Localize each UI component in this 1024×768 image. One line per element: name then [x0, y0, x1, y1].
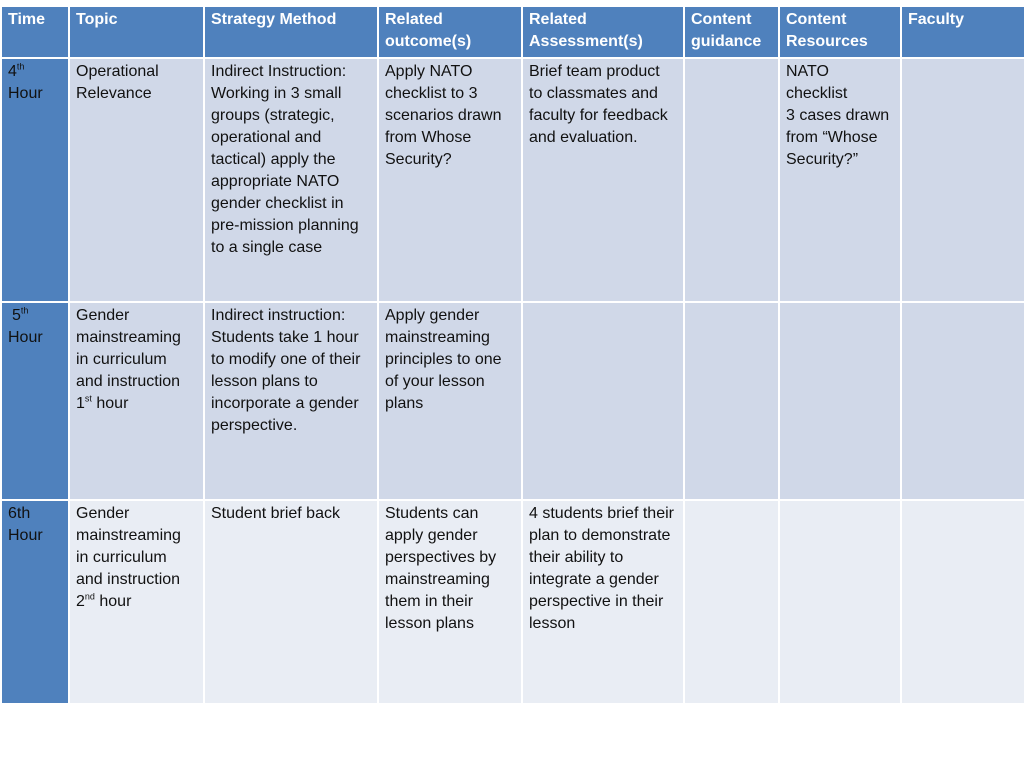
header-faculty: Faculty — [901, 6, 1024, 58]
guidance-cell — [684, 500, 779, 704]
header-related-assessments: Related Assessment(s) — [522, 6, 684, 58]
assessment-cell — [522, 302, 684, 500]
time-word: Hour — [8, 329, 43, 346]
topic-cell — [69, 302, 204, 500]
time-ordinal: th — [16, 61, 25, 72]
assessment-cell: 4 students brief their plan to demonstrate their ability to integrate a gender perspective in their lesson — [522, 500, 684, 704]
time-ordinal: th — [20, 305, 29, 316]
header-content-guidance: Content guidance — [684, 6, 779, 58]
resources-cell — [779, 302, 901, 500]
resources-cell: NATO checklist 3 cases drawn from “Whose Security?” — [779, 58, 901, 302]
time-word: Hour — [8, 527, 43, 544]
lesson-plan-table — [0, 5, 1024, 705]
table-row — [1, 58, 1024, 302]
time-number: 5 — [12, 307, 21, 324]
topic-ordinal: nd — [84, 591, 95, 602]
topic-cell: Operational Relevance — [69, 58, 204, 302]
header-strategy-method: Strategy Method — [204, 6, 378, 58]
header-time: Time — [1, 6, 69, 58]
topic-tail: hour — [96, 395, 129, 412]
faculty-cell — [901, 302, 1024, 500]
outcome-cell: Apply NATO checklist to 3 scenarios drawn from Whose Security? — [378, 58, 522, 302]
time-cell — [1, 58, 69, 302]
resources-cell — [779, 500, 901, 704]
topic-number: 2 — [76, 593, 85, 610]
strategy-cell: Student brief back — [204, 500, 378, 704]
guidance-cell — [684, 58, 779, 302]
table-row — [1, 302, 1024, 500]
outcome-cell: Students can apply gender perspectives by mainstreaming them in their lesson plans — [378, 500, 522, 704]
outcome-cell: Apply gender mainstreaming principles to one of your lesson plans — [378, 302, 522, 500]
header-topic: Topic — [69, 6, 204, 58]
topic-tail: hour — [99, 593, 132, 610]
time-number: 4 — [8, 63, 17, 80]
topic-text: Gender mainstreaming in curriculum and instruction — [76, 505, 181, 588]
strategy-cell: Indirect instruction: Students take 1 hour to modify one of their lesson plans to incorporate a gender perspective. — [204, 302, 378, 500]
header-content-resources: Content Resources — [779, 6, 901, 58]
strategy-cell: Indirect Instruction: Working in 3 small groups (strategic, operational and tactical) apply the appropriate NATO gender checklist in pre-mission planning to a single case — [204, 58, 378, 302]
time-word: Hour — [8, 85, 43, 102]
assessment-cell: Brief team product to classmates and faculty for feedback and evaluation. — [522, 58, 684, 302]
header-row — [1, 6, 1024, 58]
faculty-cell — [901, 500, 1024, 704]
topic-cell — [69, 500, 204, 704]
faculty-cell — [901, 58, 1024, 302]
time-cell — [1, 302, 69, 500]
guidance-cell — [684, 302, 779, 500]
time-number: 6th — [8, 505, 31, 522]
time-cell — [1, 500, 69, 704]
topic-text: Gender mainstreaming in curriculum and instruction — [76, 307, 181, 390]
table-row — [1, 500, 1024, 704]
topic-number: 1 — [76, 395, 85, 412]
topic-ordinal: st — [84, 393, 92, 404]
header-related-outcomes: Related outcome(s) — [378, 6, 522, 58]
